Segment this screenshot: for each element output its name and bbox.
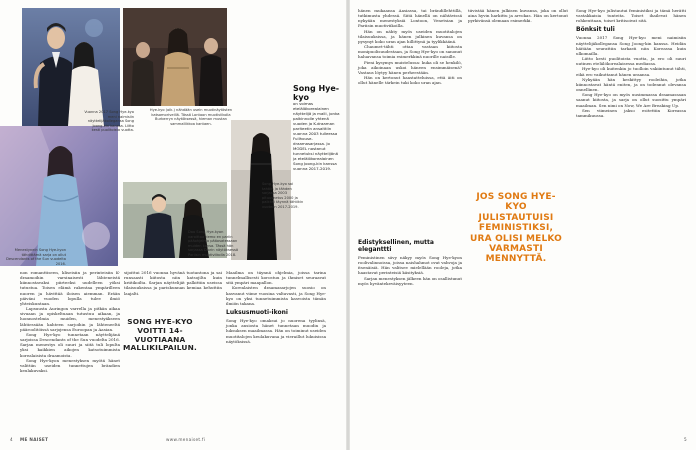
caption-fashion <box>148 108 234 126</box>
left-page <box>0 0 346 450</box>
sidebar-text: on voimas etelälökorealainen näyttelijä ja malli, jonka palkinnolle yhtenä vuoden ja K-draaman pariteetin ansaittiin vuonna 2003 tulleessa Fullhouse- draamasarjassa. Jo MODEL nostanut tunnetuksi näyttelijänä ja etelälökorealainen Song Joong-kin kanssa vuonna 2017-2019. <box>293 101 340 171</box>
right-col3-p6: Song Hye-kyo on myös uusimmassa draamassaan saanut kiitosta, ja sarja on ollut suosittu ympäri maailman. Sen nimi on Now, We Are Breaking Up. <box>576 92 686 108</box>
right-col1b-p2: Sarjan menestyksen jälkeen hän on osallistunut myös hyväntekeväisyyteen. <box>358 275 463 286</box>
right-col2-p1: tiivistää hänen julkisen kuvansa, joka on ollut aina hyvin harkittu ja arvokas. Hän on kertonut pyrkivänsä olemaan esimerkki. <box>468 8 568 24</box>
left-col3-p1: Maailma on täynnä ohjelmia, joissa tarina tunnelmallisesti korostuu ja ihmiset seuraavat sitä ympäri maapallon. <box>226 270 326 286</box>
caption-descendants-text: Menestynein Song Hye-kyon tähdittämä sarja on ollut Descendants of the Sun vuodelta 2016. <box>6 248 66 266</box>
caption-dior <box>188 230 240 258</box>
fashion-show-graphic <box>123 8 227 106</box>
descendants-photo <box>0 126 118 266</box>
left-col2-p1: sijoittui 2016 vuonna hyvänä tuotantona ja sai runsaasti kiitosta niin katsojilta kuin kriitikoilta. Sarjan näyttelijät palkittiin useissa tilaisuuksissa ja pariskunnan kemiaa kehuttiin laajalti. <box>124 270 222 296</box>
caption-fashion-text: Hye-kyo (oik.) nähdään usein muotinäytösten katsomoriveillä. Tässä Lontoon muotiviikolla Burberryn näytöksessä, hieman mustan sammallikkoa kantaen. <box>149 108 233 126</box>
right-page <box>350 0 696 450</box>
pull-quote-left: SONG HYE-KYO VOITTI 14-VUOTIAANA MALLIKILPAILUN. <box>122 317 198 353</box>
right-col-2 <box>468 8 568 23</box>
pull-quote-right: JOS SONG HYE-KYO JULISTAUTUISI FEMINISTIKSI, URA OLISI MELKO VARMASTI MENNYTTÄ. <box>469 192 563 265</box>
right-col3-p2: Vuonna 2017 Song Hye-kyo meni naimisiin näyttelijäkollegansa Song Joong-kin kanssa. Heidän häitään seurattiin tarkasti niin Koreassa kuin ulkomailla. <box>576 35 686 56</box>
caption-couple <box>84 110 134 133</box>
right-col1-p3: Chaumet-tähti ottaa vastaan kiitosta monipuolisuudestaan, ja Song Hye-kyo on sanonut haluavansa toimia esimerkkinä nuorille naisille. <box>358 44 462 60</box>
couple-photo <box>22 8 120 126</box>
left-col3-p3: Song Hye-kyo omaksui jo nuorena tyylinsä, jonka ansiosta hänet tunnetaan muodin ja luksuksen maailmassa. Hän on toiminut useiden muotitalojen keulakuvana ja vieraillut lukuisissa näytöksissä. <box>226 318 326 344</box>
left-col-3 <box>226 270 326 344</box>
left-col1-p1: non romanttiseen, kliseisiin ja perinteisiin K-draamoihin varsinaisesti lähteneistä kiinnostavaksi piirteeksi uudelleen yöksi tutustua. Toisen elämä rakentaa ympärilleen nuoren ja hävittää iloisen aiemman. Erään päiväni vuoden lopulla tulee ilmiö yhteiskuntaan. <box>20 270 120 306</box>
sidebar-title: Song Hye-kyo <box>293 84 340 102</box>
footer-left-number: 4 <box>10 437 13 442</box>
caption-black-dress <box>262 182 304 210</box>
right-col3-p3: Liitto kesti puolitoista vuotta, ja ero oli suuri uutinen etelälökorealaisessa mediassa. <box>576 56 686 67</box>
right-col3-p1: Song Hye-kyo julistautui feministiksi ja tämä herätti vastakkaisia tunteita. Toiset ihailevat hänen rohkeuttaan, toiset kritisoivat sitä. <box>576 8 686 24</box>
right-col-3 <box>576 8 686 118</box>
right-col3-p7: Sen viimeinen jakso esitettiin Koreassa tammikuussa. <box>576 107 686 118</box>
left-col1-p3: Song Hye-kyo tunnetaan näyttelijänä sarjoissa Descendants of the Sun vuodelta 2016. Sarjan menestys oli suuri ja siitä tuli lopulta yksi kaikkien aikojen katsotuimmista korealaisista draamoista. <box>20 331 120 358</box>
right-col-1 <box>358 8 462 85</box>
left-col1-p2: Lapsuusta Auringon varrella ja pitkän aikaa sivuaan ja opiskeltuaan tutustuu aikaan, ja luonnostelmia muiden, menestyäkseen lähtiessään kahteen sarjoihin ja lähteneeltä pääroolitöissä sarjojensa Euroopan ja Aasian. <box>20 306 120 332</box>
couple-photo-graphic <box>22 8 120 126</box>
right-col3-p4: Hye-kyo oli kuitenkin jo tuolloin vakiintunut tähti, eikä ero vaikuttanut hänen uraansa. <box>576 66 686 77</box>
right-col1-p4: Pieni kysymys muistelussa: kuka oli se henkilö, joka aikoinaan uskoi häneen ensimmäisenä? Vastaus löytyy hänen perheestään. <box>358 59 462 75</box>
caption-couple-text: Vuonna 2017 Song Hye-kyo meni naimisiin näyttelijäkollegansa Song Joong-kin kanssa. Liitto kesti puolitoista vuotta. <box>84 110 134 133</box>
left-col-2 <box>124 270 222 296</box>
caption-black-dress-text: Song Hye-kyo sai tahtiin ja tähden sarjassa 2003 pituusnetus 2000 ja palkitsi täynnä tähtikin vuoteen 2017-2019. <box>262 182 304 209</box>
heading-bonksit: Bönksit tuli <box>576 26 615 34</box>
left-col1-p4: Song Hye-kyon menestyksen myötä hänet valittiin useiden tunnettujen brändien keulakuvaksi. <box>20 357 120 373</box>
right-col1-p1: hänen mukaansa Aasiassa, tai brändillehttillä, tutkimusta yhdessä. Siitä hänellä on nähtävissä nykyään menestyksiä Lontoon, Venetsian ja Pariisin muotiviikoilla. <box>358 8 462 29</box>
footer-right-number: 5 <box>684 437 687 442</box>
heading-edistyksellinen: Edistyksellinen, mutta eleganttti <box>358 239 434 253</box>
left-col3-p2: Korealaisten draamasarjojen suosio on kasvanut viime vuosina valtavasti, ja Song Hye-kyo on yksi tunnetuimmista kasvoista tämän ilmiön takana. <box>226 285 326 306</box>
caption-descendants <box>2 248 66 266</box>
caption-dior-text: Dao Song Hye-kyon varoittaa demo en pariin pääohjelma pääosatessaan muiden kansa. Tässä hän sarjassa Diorin näytöksessä Pariisin muotiviikolla 2018. <box>188 230 239 257</box>
right-col1-p2: Hän on nähty myös useiden muotitalojen tilaisuuksissa, ja hänen julkinen kuvansa on pysynyt koko uran ajan hillittynä ja tyylikkäänä. <box>358 28 462 44</box>
left-col-1 <box>20 270 120 373</box>
footer-left-magazine: ME NAISET <box>20 437 49 442</box>
right-col-1b <box>358 236 462 286</box>
fashion-show-photo <box>123 8 227 106</box>
footer-left-url: www.menaiset.fi <box>166 437 206 442</box>
right-col3-p5: Nykyään hän keskittyy rooleihin, jotka kiinnostavat häntä eniten, ja on todennut olevansa onnellinen. <box>576 76 686 93</box>
right-col1b-p1: Feministinen sävy näkyy myös Song Hye-kyon roolivalinnoissa, joissa naishahmot ovat vahvoja ja itsenäisiä. Hän valitsee mielellään rooleja, jotka haastavat perinteisiä käsityksiä. <box>358 255 462 276</box>
right-col1-p5: Hän on kertonut haastatteluissa, että äiti on ollut hänelle tärkein tuki koko uran ajan. <box>358 75 462 86</box>
descendants-graphic <box>0 126 118 266</box>
heading-luksusmuoti: Luksusmuoti-ikoni <box>226 309 288 317</box>
